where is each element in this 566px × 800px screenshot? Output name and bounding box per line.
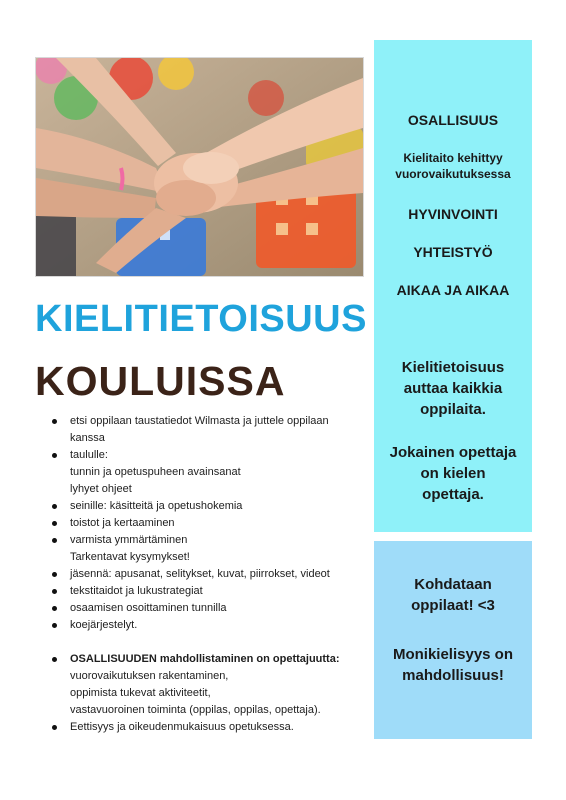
list-item: koejärjestelyt. (50, 617, 360, 634)
list-item: Eettisyys ja oikeudenmukaisuus opetuksessa. (50, 719, 360, 736)
list-item: OSALLISUUDEN mahdollistaminen on opettajuutta: vuorovaikutuksen rakentaminen, oppimista tukevat aktiviteetit, vastavuoroinen toiminta (oppilas, oppilas, opettaja). (50, 651, 360, 719)
keyword-hyvinvointi: HYVINVOINTI (408, 206, 498, 222)
hands-photo (35, 57, 364, 277)
keyword-yhteistyo: YHTEISTYÖ (413, 244, 493, 260)
statement-kielitietoisuus: Kielitietoisuus auttaa kaikkia oppilaita. (401, 359, 505, 418)
list-item: etsi oppilaan taustatiedot Wilmasta ja juttele oppilaan kanssa (50, 413, 360, 447)
message-kohdataan: Kohdataan oppilaat! <3 (411, 576, 495, 614)
statement-opettaja: Jokainen opettaja on kielen opettaja. (389, 444, 517, 503)
keywords-panel (374, 40, 532, 532)
list-item: seinille: käsitteitä ja opetushokemia (50, 498, 360, 515)
keyword-osallisuus: OSALLISUUS (407, 112, 499, 128)
keyword-kielitaito: Kielitaito kehittyy vuorovaikutuksessa (395, 151, 511, 181)
message-panel (374, 541, 532, 739)
list-item: varmista ymmärtäminen Tarkentavat kysymykset! (50, 532, 360, 566)
tips-list (50, 413, 360, 736)
list-item: toistot ja kertaaminen (50, 515, 360, 532)
list-item: osaamisen osoittaminen tunnilla (50, 600, 360, 617)
list-spacer (50, 634, 360, 651)
keyword-aikaa: AIKAA JA AIKAA (396, 282, 510, 298)
list-item: tekstitaidot ja lukustrategiat (50, 583, 360, 600)
page-title-line2: KOULUISSA (35, 358, 286, 404)
list-item: jäsennä: apusanat, selitykset, kuvat, piirrokset, videot (50, 566, 360, 583)
stacked-hands-image (36, 58, 363, 276)
list-item: taululle: tunnin ja opetuspuheen avainsanat lyhyet ohjeet (50, 447, 360, 498)
message-monikielisyys: Monikielisyys on mahdollisuus! (392, 646, 514, 684)
page-title-line1: KIELITIETOISUUS (35, 298, 367, 340)
